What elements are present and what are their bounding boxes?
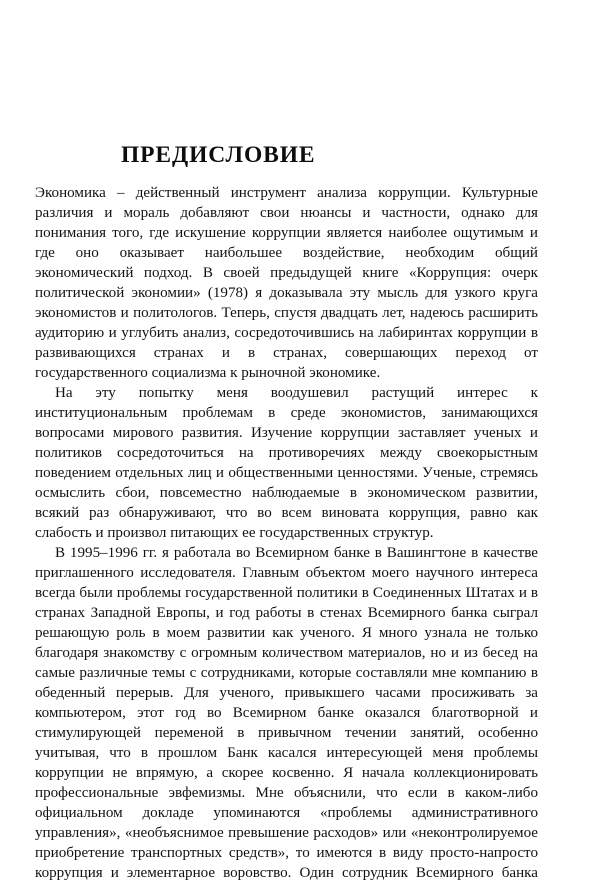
body-text-block — [35, 183, 538, 883]
paragraph: Экономика – действенный инструмент анализа коррупции. Культурные различия и мораль добавляют свои нюансы и частности, однако для понимания того, где искушение коррупции является наиболее ощутимым и где оно оказывает наибольшее воздействие, необходим общий экономический подход. В своей предыдущей книге «Коррупция: очерк политической экономии» (1978) я доказывала эту мысль для узкого круга экономистов и политологов. Теперь, спустя двадцать лет, надеюсь расширить аудиторию и углубить анализ, сосредоточившись на лабиринтах коррупции в развивающихся странах и в странах, совершающих переход от государственного социализма к рыночной экономике. — [35, 185, 538, 381]
chapter-title: ПРЕДИСЛОВИЕ — [121, 141, 316, 168]
paragraph: В 1995–1996 гг. я работала во Всемирном банке в Вашингтоне в качестве приглашенного исследователя. Главным объектом моего научного интереса всегда были проблемы государственной политики в Соединенных Штатах и в странах Западной Европы, и год работы в стенах Всемирного банка сыграл решающую роль в моем развитии как ученого. Я много узнала не только благодаря знакомству с огромным количеством материалов, но и из бесед на самые различные темы с сотрудниками, которые составляли мне компанию в обеденный перерыв. Для ученого, привыкшего часами просиживать за компьютером, этот год во Всемирном банке оказался благотворной и стимулирующей переменой в привычном течении занятий, особенно учитывая, что в прошлом Банк касался интересующей меня проблемы коррупции не впрямую, а скорее косвенно. Я начала коллекционировать профессиональные эвфемизмы. Мне объяснили, что если в каком-либо официальном докладе упоминаются «проблемы административного управления», «необъяснимое превышение расходов» или «неконтролируемое приобретение транспортных средств», то имеются в виду просто-напросто коррупция и элементарное воровство. Один сотрудник Всемирного банка — [35, 545, 538, 881]
paragraph: На эту попытку меня воодушевил растущий интерес к институциональным проблемам в среде экономистов, занимающихся вопросами мирового развития. Изучение коррупции заставляет ученых и политиков сосредоточиться на противоречиях между своекорыстным поведением отдельных лиц и общественными ценностями. Ученые, стремясь осмыслить сбои, повсеместно наблюдаемые в экономическом развитии, всякий раз обнаруживают, что во всем виновата коррупция, равно как слабость и произвол питающих ее государственных структур. — [35, 385, 538, 541]
